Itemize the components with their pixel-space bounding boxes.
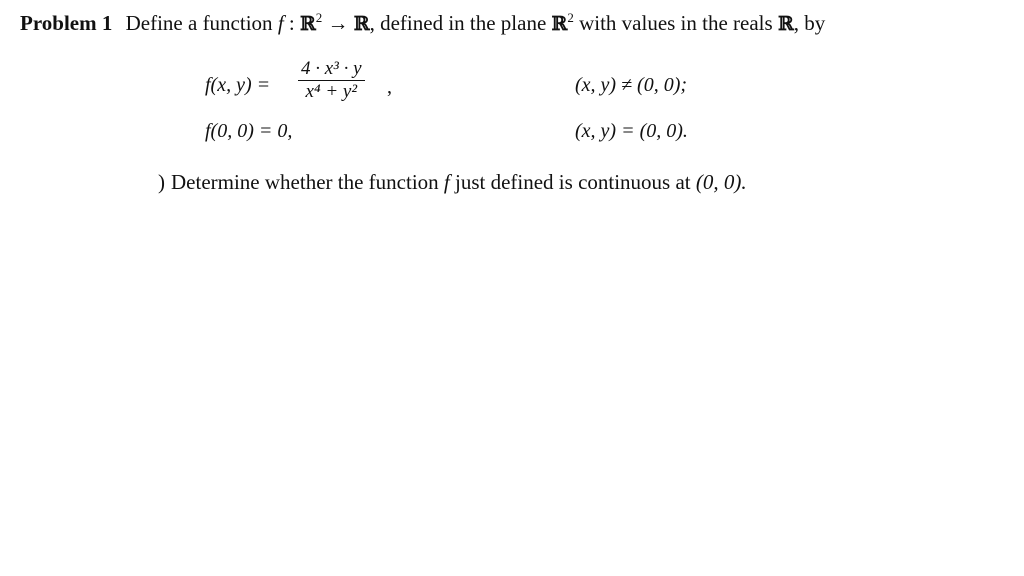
reals-set: ℝ [777,13,794,35]
intro-text-1: Define a function [125,11,273,35]
question-text-1: Determine whether the function [171,170,439,194]
equation-2-condition: (x, y) = (0, 0). [575,120,688,142]
fraction-denominator: x⁴ + y² [305,81,358,102]
question-text [158,170,747,195]
question-function-symbol: f [443,170,450,194]
plane-set: ℝ [551,13,568,35]
equation-1-fraction [298,58,365,103]
intro-text-2: , defined in the plane [369,11,552,35]
equation-2-lhs: f(0, 0) = 0, [205,120,293,142]
equation-1-lhs: f(x, y) = [205,74,271,96]
arrow: → [322,11,354,35]
colon: : [283,11,300,35]
intro-text-3: with values in the reals [573,11,778,35]
domain-exponent: 2 [315,10,323,25]
function-symbol: f [277,11,284,35]
fraction-numerator: 4 · x³ · y [301,58,362,79]
equation-1-condition: (x, y) ≠ (0, 0); [575,74,688,96]
question-bracket: ) [158,170,165,194]
problem-label: Problem 1 [20,11,113,35]
equation-1-comma: , [387,76,392,98]
domain-set: ℝ [300,13,316,35]
problem-statement [20,10,825,39]
plane-exponent: 2 [567,10,574,25]
codomain-set: ℝ [353,13,370,35]
question-text-2: just defined is continuous at [455,170,691,194]
question-point: (0, 0). [695,170,747,194]
intro-text-4: , by [793,11,826,35]
